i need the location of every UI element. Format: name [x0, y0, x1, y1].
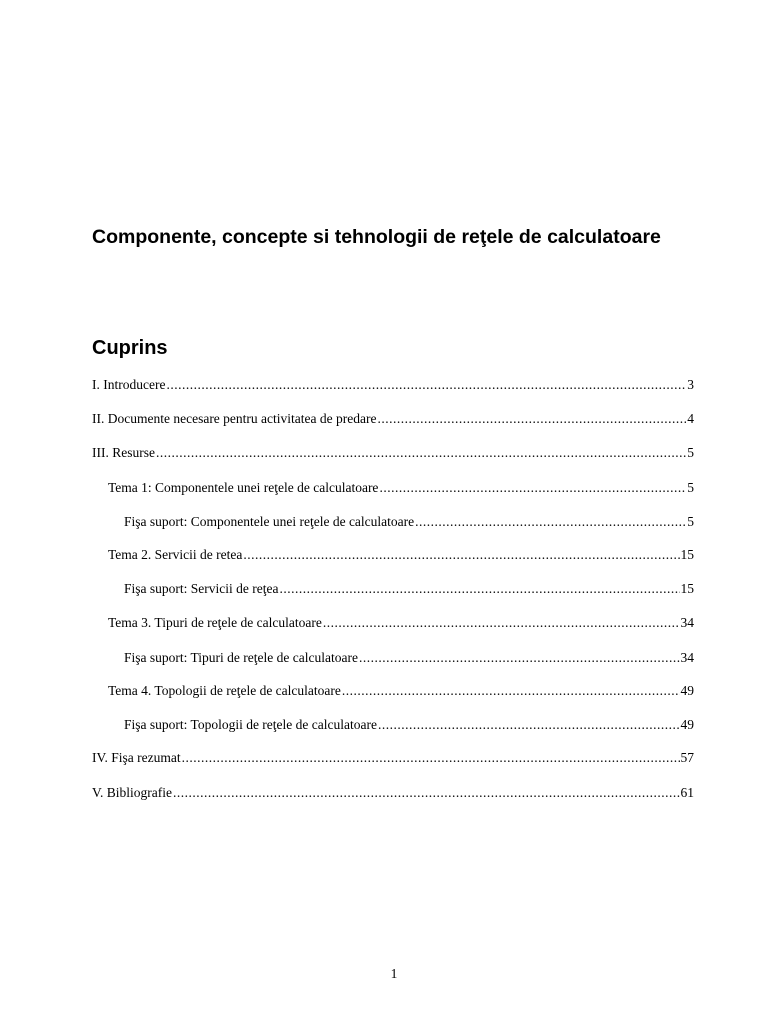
toc-leader-dots	[379, 479, 686, 497]
toc-entry-fisa-suport-componentele[interactable]	[124, 513, 694, 531]
toc-entry-introducere[interactable]	[92, 376, 694, 394]
toc-entry-page: 5	[687, 480, 694, 495]
toc-entry-tema-4[interactable]	[108, 682, 694, 700]
toc-entry-label: Fişa suport: Tipuri de reţele de calculatoare	[124, 650, 358, 665]
toc-entry-documente-necesare[interactable]	[92, 410, 694, 428]
toc-entry-fisa-rezumat[interactable]	[92, 749, 694, 767]
toc-entry-page: 57	[680, 750, 694, 765]
toc-heading: Cuprins	[92, 337, 168, 359]
toc-leader-dots	[378, 716, 680, 734]
toc-leader-dots	[359, 649, 680, 667]
document-title: Componente, concepte si tehnologii de reţele de calculatoare	[92, 226, 661, 248]
toc-entry-label: V. Bibliografie	[92, 785, 172, 800]
toc-entry-label: Tema 3. Tipuri de reţele de calculatoare	[108, 615, 322, 630]
toc-entry-bibliografie[interactable]	[92, 784, 694, 802]
toc-entry-label: Tema 2. Servicii de retea	[108, 547, 243, 562]
toc-entry-fisa-suport-servicii[interactable]	[124, 580, 694, 598]
toc-leader-dots	[166, 376, 686, 394]
toc-entry-label: Tema 1: Componentele unei reţele de calculatoare	[108, 480, 379, 495]
toc-entry-tema-3[interactable]	[108, 614, 694, 632]
toc-entry-label: I. Introducere	[92, 377, 166, 392]
toc-entry-page: 49	[680, 683, 694, 698]
toc-leader-dots	[323, 614, 680, 632]
toc-entry-page: 5	[687, 514, 694, 529]
toc-entry-fisa-suport-topologii[interactable]	[124, 716, 694, 734]
toc-leader-dots	[342, 682, 680, 700]
toc-entry-label: Fişa suport: Componentele unei reţele de calculatoare	[124, 514, 415, 529]
toc-entry-page: 34	[680, 650, 694, 665]
toc-entry-page: 61	[680, 785, 694, 800]
toc-entry-resurse[interactable]	[92, 444, 694, 462]
toc-entry-page: 15	[680, 581, 694, 596]
toc-entry-page: 3	[687, 377, 694, 392]
toc-entry-tema-2[interactable]	[108, 546, 694, 564]
toc-entry-label: IV. Fişa rezumat	[92, 750, 181, 765]
toc-leader-dots	[415, 513, 686, 531]
toc-entry-label: III. Resurse	[92, 445, 155, 460]
toc-leader-dots	[377, 410, 686, 428]
toc-leader-dots	[182, 749, 680, 767]
toc-entry-page: 49	[680, 717, 694, 732]
toc-entry-label: Tema 4. Topologii de reţele de calculatoare	[108, 683, 341, 698]
toc-entry-page: 15	[680, 547, 694, 562]
toc-entry-fisa-suport-tipuri[interactable]	[124, 649, 694, 667]
toc-leader-dots	[279, 580, 679, 598]
page-number: 1	[390, 966, 398, 981]
toc-entry-page: 34	[680, 615, 694, 630]
toc-entry-page: 4	[687, 411, 694, 426]
toc-entry-label: II. Documente necesare pentru activitatea de predare	[92, 411, 377, 426]
toc-entry-label: Fişa suport: Topologii de reţele de calculatoare	[124, 717, 377, 732]
toc-leader-dots	[173, 784, 680, 802]
toc-leader-dots	[156, 444, 686, 462]
toc-entry-tema-1[interactable]	[108, 479, 694, 497]
toc-entry-page: 5	[687, 445, 694, 460]
toc-leader-dots	[243, 546, 679, 564]
toc-entry-label: Fişa suport: Servicii de reţea	[124, 581, 279, 596]
